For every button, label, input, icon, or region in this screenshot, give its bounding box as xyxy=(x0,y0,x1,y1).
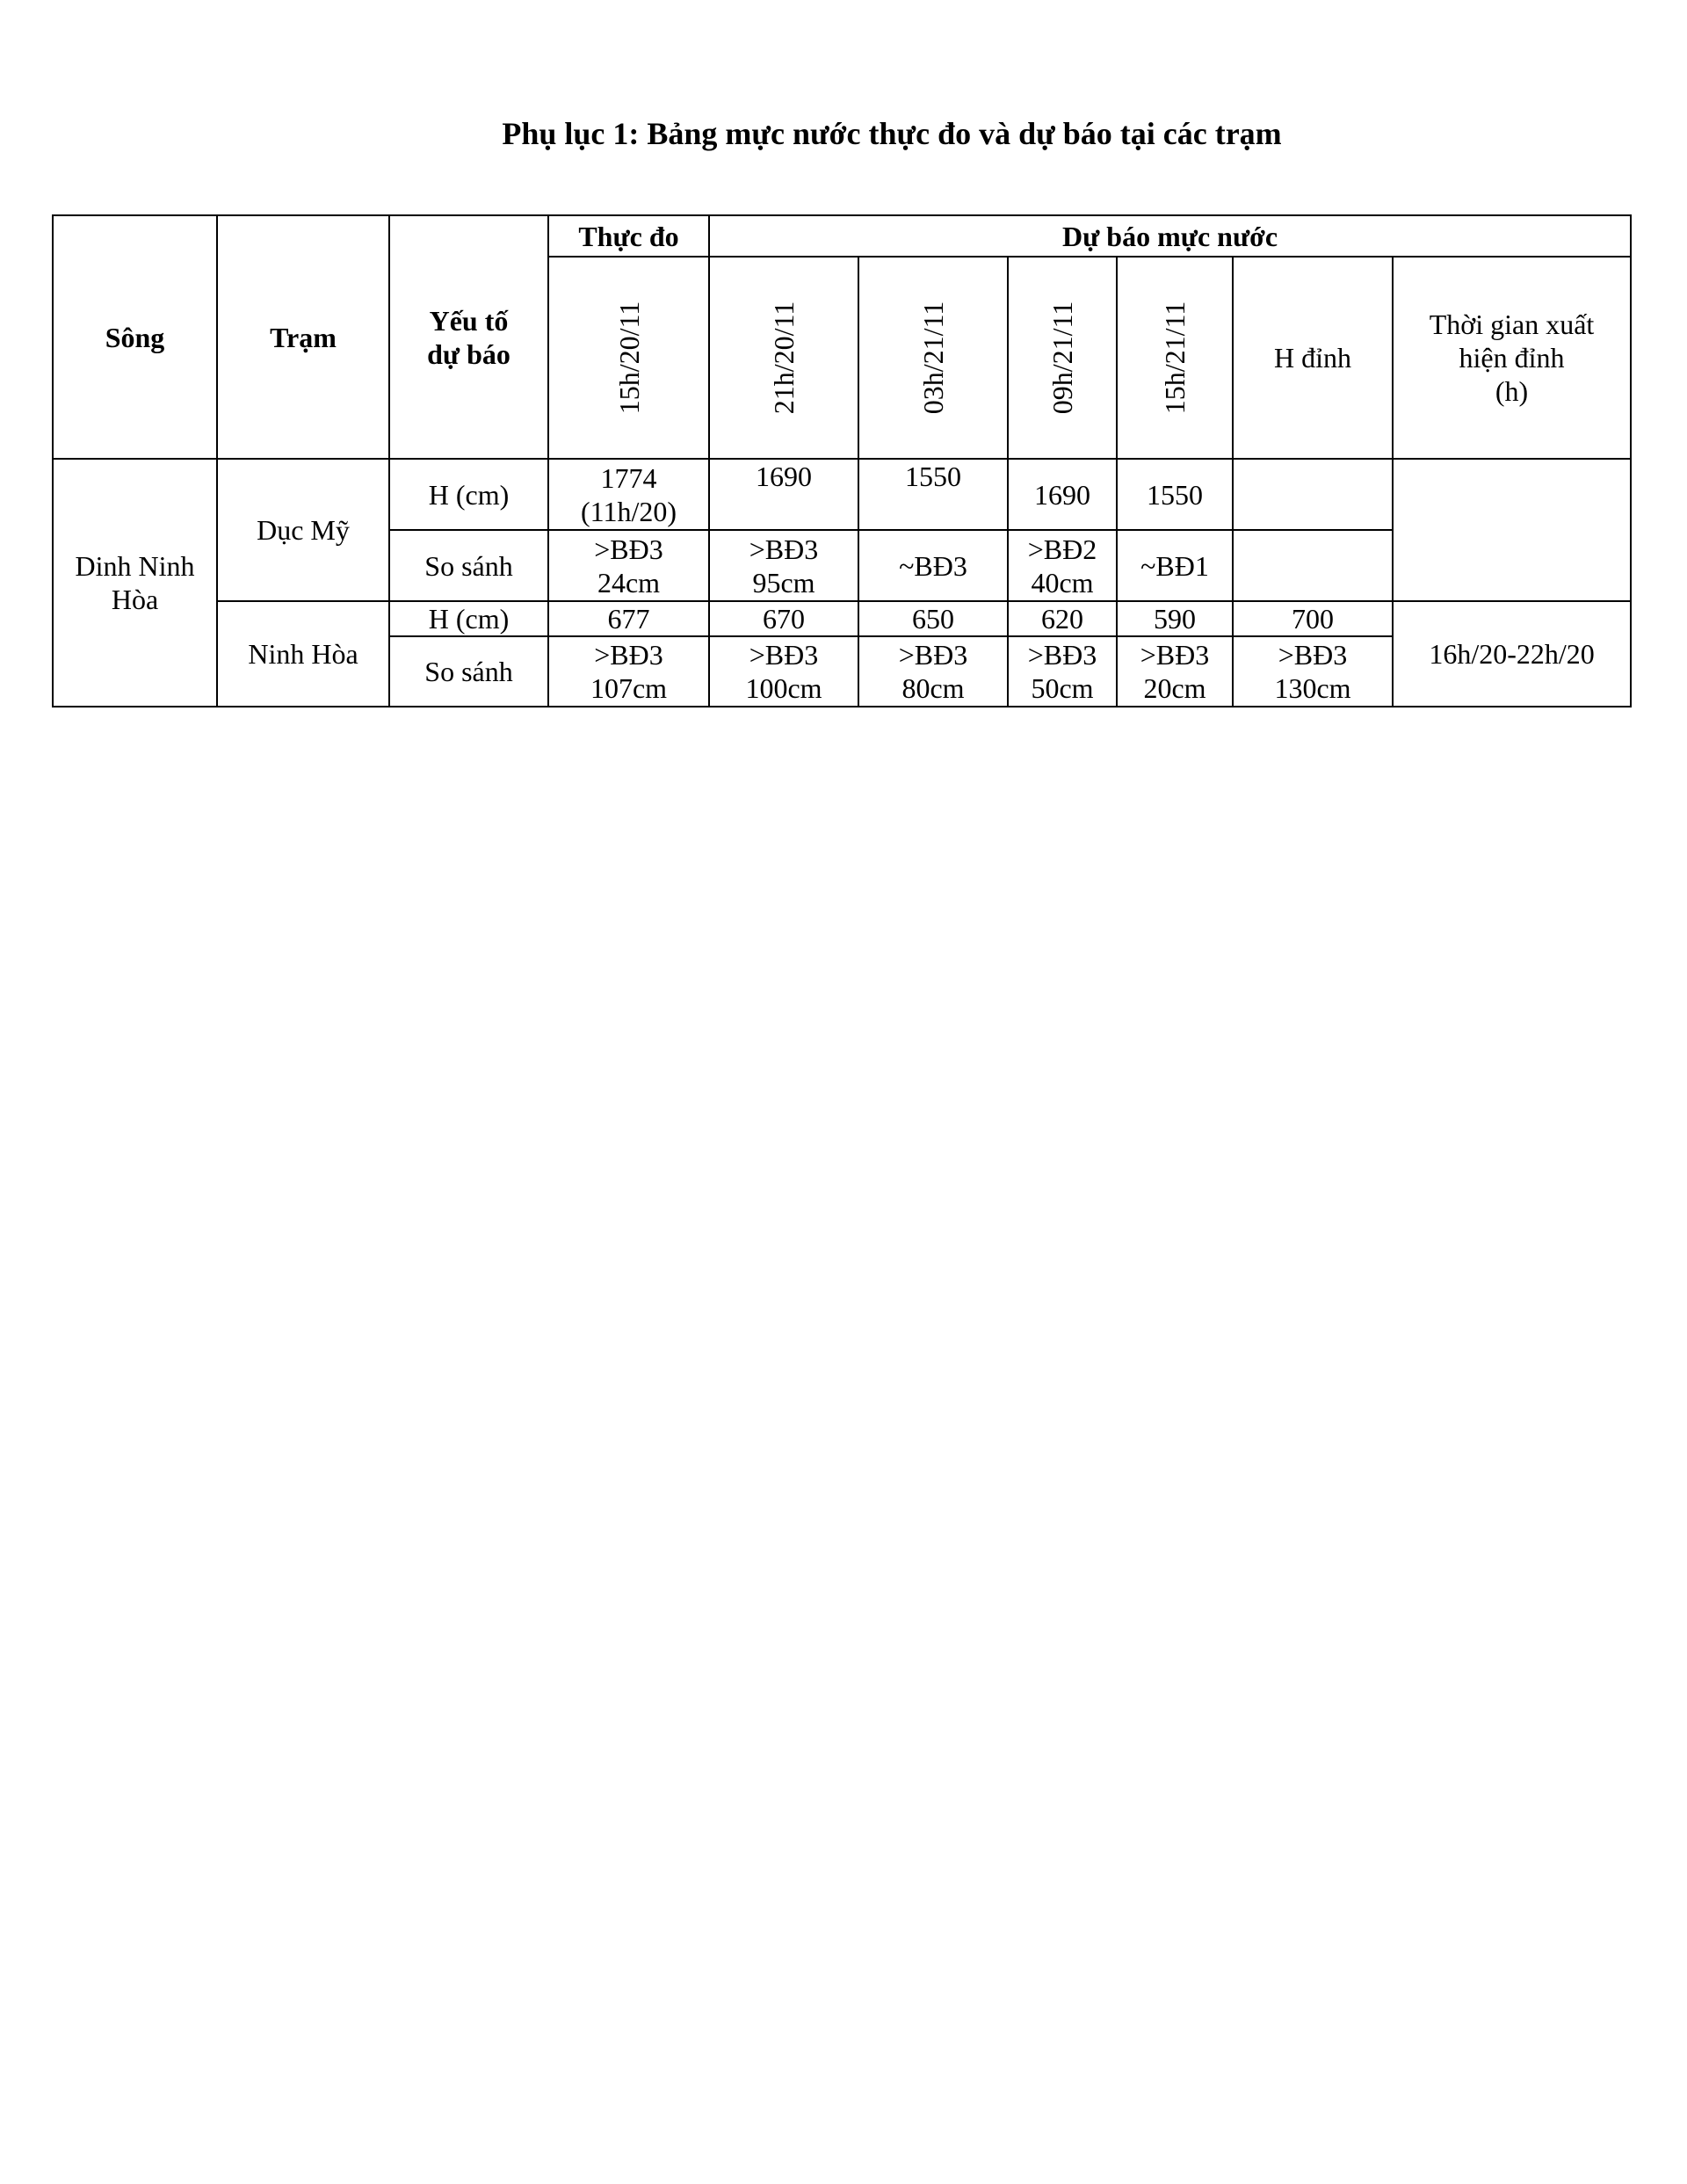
header-row-1 xyxy=(53,215,1631,257)
river-name-line2: Hòa xyxy=(111,584,159,615)
header-forecast-time-2 xyxy=(858,257,1008,459)
peak-time-line1: Thời gian xuất xyxy=(1429,308,1595,340)
header-forecast-group: Dự báo mực nước xyxy=(709,215,1631,257)
observed-time-note: (11h/20) xyxy=(580,495,677,527)
document-title: Phụ lục 1: Bảng mực nước thực đo và dự báo tại các trạm xyxy=(502,116,1282,151)
header-peak: H đỉnh xyxy=(1233,257,1393,459)
forecast-time-label: 15h/21/11 xyxy=(1159,301,1191,415)
compare-level: >BĐ3 xyxy=(594,533,663,565)
cell-forecast xyxy=(709,530,858,601)
cell-peak xyxy=(1233,530,1393,601)
header-factor-line2: dự báo xyxy=(427,337,510,370)
compare-diff: 130cm xyxy=(1274,672,1351,704)
cell-forecast xyxy=(1117,636,1233,707)
cell-forecast: 1550 xyxy=(858,459,1008,530)
table-row xyxy=(53,459,1631,530)
compare-level: >BĐ3 xyxy=(1027,639,1097,671)
factor-label: So sánh xyxy=(389,530,548,601)
station-name-duc-my: Dục Mỹ xyxy=(217,459,389,601)
compare-diff: 80cm xyxy=(901,672,965,704)
station-name-ninh-hoa: Ninh Hòa xyxy=(217,601,389,707)
cell-forecast: 650 xyxy=(858,601,1008,636)
factor-label: So sánh xyxy=(389,636,548,707)
cell-observed: 677 xyxy=(548,601,709,636)
cell-forecast: 620 xyxy=(1008,601,1117,636)
cell-forecast xyxy=(709,636,858,707)
compare-diff: 24cm xyxy=(597,566,661,599)
header-observed-group: Thực đo xyxy=(548,215,709,257)
cell-observed xyxy=(548,459,709,530)
observed-time-label: 15h/20/11 xyxy=(612,301,645,415)
compare-level: >BĐ3 xyxy=(1278,639,1348,671)
cell-forecast: 1550 xyxy=(1117,459,1233,530)
table-row xyxy=(53,601,1631,636)
peak-time-line2: hiện đỉnh xyxy=(1459,342,1565,374)
compare-level: >BĐ3 xyxy=(1140,639,1210,671)
cell-forecast: 1690 xyxy=(1008,459,1117,530)
cell-forecast xyxy=(1008,530,1117,601)
cell-forecast: ~BĐ1 xyxy=(1117,530,1233,601)
compare-level: >BĐ3 xyxy=(898,639,968,671)
cell-forecast: 590 xyxy=(1117,601,1233,636)
compare-level: >BĐ3 xyxy=(749,533,819,565)
water-level-table xyxy=(52,214,1632,707)
observed-value: 1774 xyxy=(600,461,657,494)
cell-peak: 700 xyxy=(1233,601,1393,636)
cell-peak-time: 16h/20-22h/20 xyxy=(1393,601,1631,707)
compare-level: >BĐ2 xyxy=(1027,533,1097,565)
compare-diff: 107cm xyxy=(590,672,668,704)
cell-forecast: ~BĐ3 xyxy=(858,530,1008,601)
cell-peak xyxy=(1233,459,1393,530)
forecast-time-label: 09h/21/11 xyxy=(1046,301,1078,415)
cell-forecast xyxy=(1008,636,1117,707)
header-river: Sông xyxy=(53,215,217,459)
compare-diff: 40cm xyxy=(1031,566,1094,599)
compare-diff: 100cm xyxy=(745,672,822,704)
compare-diff: 20cm xyxy=(1143,672,1206,704)
river-name-line1: Dinh Ninh xyxy=(75,550,195,582)
header-forecast-time-4 xyxy=(1117,257,1233,459)
header-observed-time xyxy=(548,257,709,459)
cell-forecast xyxy=(858,636,1008,707)
cell-forecast: 1690 xyxy=(709,459,858,530)
header-peak-time xyxy=(1393,257,1631,459)
forecast-time-label: 03h/21/11 xyxy=(917,301,949,415)
header-factor xyxy=(389,215,548,459)
factor-label: H (cm) xyxy=(389,601,548,636)
header-factor-line1: Yếu tố xyxy=(429,304,509,337)
header-forecast-time-3 xyxy=(1008,257,1117,459)
cell-peak-time xyxy=(1393,459,1631,601)
compare-diff: 50cm xyxy=(1031,672,1094,704)
cell-forecast: 670 xyxy=(709,601,858,636)
forecast-time-label: 21h/20/11 xyxy=(768,301,800,415)
cell-peak xyxy=(1233,636,1393,707)
factor-label: H (cm) xyxy=(389,459,548,530)
compare-level: >BĐ3 xyxy=(594,639,663,671)
river-name-cell xyxy=(53,459,217,707)
compare-level: >BĐ3 xyxy=(749,639,819,671)
header-forecast-time-1 xyxy=(709,257,858,459)
cell-observed xyxy=(548,530,709,601)
peak-time-line3: (h) xyxy=(1495,375,1529,407)
header-station: Trạm xyxy=(217,215,389,459)
compare-diff: 95cm xyxy=(752,566,815,599)
cell-observed xyxy=(548,636,709,707)
